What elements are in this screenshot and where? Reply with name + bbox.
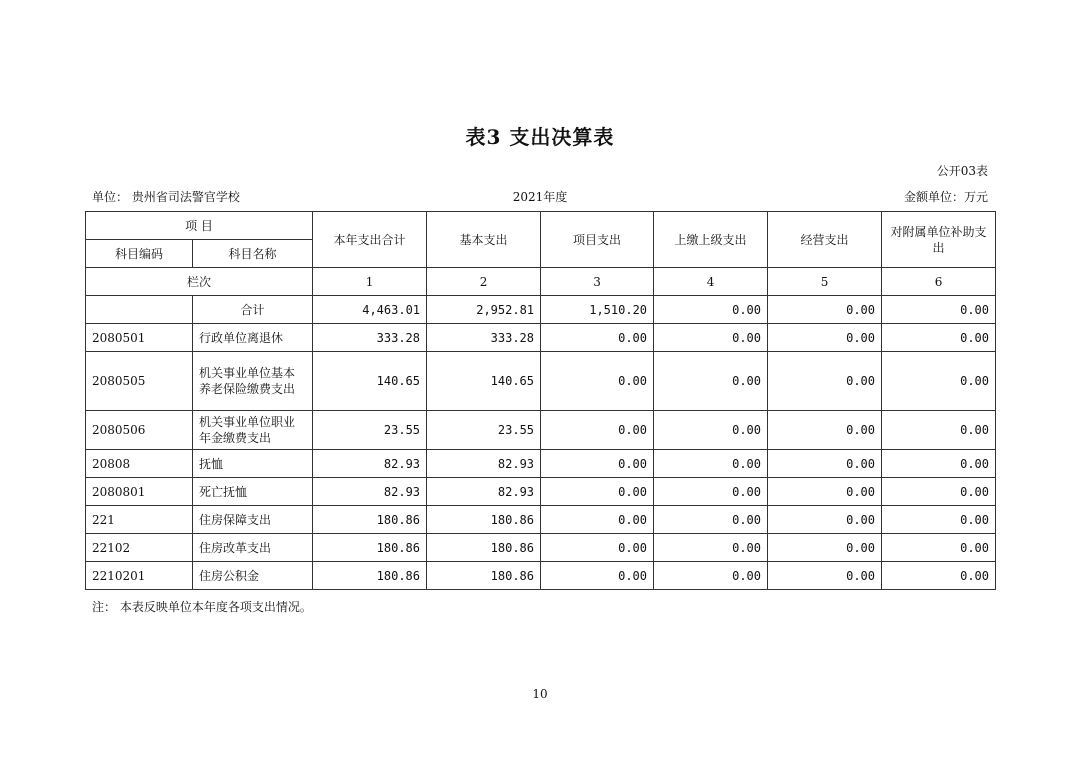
row-name: 住房改革支出	[193, 534, 313, 562]
row-name: 行政单位离退休	[193, 324, 313, 352]
row-code: 2210201	[86, 562, 193, 590]
total-row	[86, 296, 996, 324]
row-v6: 0.00	[882, 506, 996, 534]
row-name: 机关事业单位基本养老保险缴费支出	[193, 352, 313, 411]
header-col2: 基本支出	[427, 212, 541, 268]
row-name: 住房保障支出	[193, 506, 313, 534]
total-code	[86, 296, 193, 324]
row-v6: 0.00	[882, 562, 996, 590]
table-row	[86, 450, 996, 478]
total-v1: 4,463.01	[313, 296, 427, 324]
row-name: 机关事业单位职业年金缴费支出	[193, 411, 313, 450]
row-v2: 23.55	[427, 411, 541, 450]
row-v4: 0.00	[654, 324, 768, 352]
row-v3: 0.00	[541, 506, 654, 534]
header-col6: 对附属单位补助支出	[882, 212, 996, 268]
row-v5: 0.00	[768, 534, 882, 562]
row-code: 2080501	[86, 324, 193, 352]
table-row	[86, 352, 996, 411]
row-v4: 0.00	[654, 478, 768, 506]
total-v3: 1,510.20	[541, 296, 654, 324]
row-v4: 0.00	[654, 506, 768, 534]
row-v1: 180.86	[313, 534, 427, 562]
header-code: 科目编码	[86, 240, 193, 268]
row-v6: 0.00	[882, 352, 996, 411]
row-v5: 0.00	[768, 478, 882, 506]
total-v4: 0.00	[654, 296, 768, 324]
row-v1: 82.93	[313, 450, 427, 478]
table-row	[86, 506, 996, 534]
table-row	[86, 324, 996, 352]
row-v2: 140.65	[427, 352, 541, 411]
total-v2: 2,952.81	[427, 296, 541, 324]
table-row	[86, 562, 996, 590]
total-v5: 0.00	[768, 296, 882, 324]
row-v4: 0.00	[654, 534, 768, 562]
row-v5: 0.00	[768, 450, 882, 478]
row-v2: 333.28	[427, 324, 541, 352]
header-lanci: 栏次	[86, 268, 313, 296]
row-v2: 180.86	[427, 534, 541, 562]
form-number: 公开03表	[936, 164, 988, 178]
total-label: 合计	[193, 296, 313, 324]
header-col4: 上缴上级支出	[654, 212, 768, 268]
row-v1: 82.93	[313, 478, 427, 506]
row-v2: 180.86	[427, 506, 541, 534]
row-v1: 140.65	[313, 352, 427, 411]
row-v4: 0.00	[654, 411, 768, 450]
row-code: 2080801	[86, 478, 193, 506]
row-v4: 0.00	[654, 352, 768, 411]
row-v5: 0.00	[768, 562, 882, 590]
table-row	[86, 478, 996, 506]
row-v1: 180.86	[313, 506, 427, 534]
meta-row	[92, 188, 988, 206]
header-col3: 项目支出	[541, 212, 654, 268]
table-title: 表3 支出决算表	[465, 125, 615, 149]
total-v6: 0.00	[882, 296, 996, 324]
header-n4: 4	[654, 268, 768, 296]
row-v3: 0.00	[541, 450, 654, 478]
header-item: 项 目	[86, 212, 313, 240]
footnote: 注： 本表反映单位本年度各项支出情况。	[92, 600, 312, 614]
row-v1: 333.28	[313, 324, 427, 352]
row-v5: 0.00	[768, 411, 882, 450]
row-v6: 0.00	[882, 324, 996, 352]
table-row	[86, 534, 996, 562]
header-n3: 3	[541, 268, 654, 296]
expenditure-table	[85, 211, 996, 590]
row-v1: 23.55	[313, 411, 427, 450]
header-n2: 2	[427, 268, 541, 296]
year-label: 2021年度	[512, 190, 568, 204]
unit-label: 单位： 贵州省司法警官学校	[92, 190, 240, 204]
row-name: 住房公积金	[193, 562, 313, 590]
money-unit-label: 金额单位：万元	[903, 190, 988, 204]
row-v6: 0.00	[882, 478, 996, 506]
row-v6: 0.00	[882, 450, 996, 478]
header-n5: 5	[768, 268, 882, 296]
row-code: 2080505	[86, 352, 193, 411]
header-n6: 6	[882, 268, 996, 296]
row-code: 221	[86, 506, 193, 534]
row-v1: 180.86	[313, 562, 427, 590]
row-v6: 0.00	[882, 534, 996, 562]
table-row	[86, 411, 996, 450]
row-v5: 0.00	[768, 506, 882, 534]
header-n1: 1	[313, 268, 427, 296]
row-v5: 0.00	[768, 352, 882, 411]
header-name: 科目名称	[193, 240, 313, 268]
row-v3: 0.00	[541, 534, 654, 562]
row-v4: 0.00	[654, 562, 768, 590]
row-code: 20808	[86, 450, 193, 478]
row-v2: 82.93	[427, 478, 541, 506]
row-v3: 0.00	[541, 478, 654, 506]
row-v3: 0.00	[541, 562, 654, 590]
row-v3: 0.00	[541, 324, 654, 352]
row-name: 死亡抚恤	[193, 478, 313, 506]
row-v3: 0.00	[541, 352, 654, 411]
row-v2: 82.93	[427, 450, 541, 478]
header-col5: 经营支出	[768, 212, 882, 268]
row-code: 22102	[86, 534, 193, 562]
row-v2: 180.86	[427, 562, 541, 590]
header-col1: 本年支出合计	[313, 212, 427, 268]
row-name: 抚恤	[193, 450, 313, 478]
row-v4: 0.00	[654, 450, 768, 478]
page-number: 10	[532, 687, 548, 701]
row-v3: 0.00	[541, 411, 654, 450]
row-v6: 0.00	[882, 411, 996, 450]
row-code: 2080506	[86, 411, 193, 450]
row-v5: 0.00	[768, 324, 882, 352]
